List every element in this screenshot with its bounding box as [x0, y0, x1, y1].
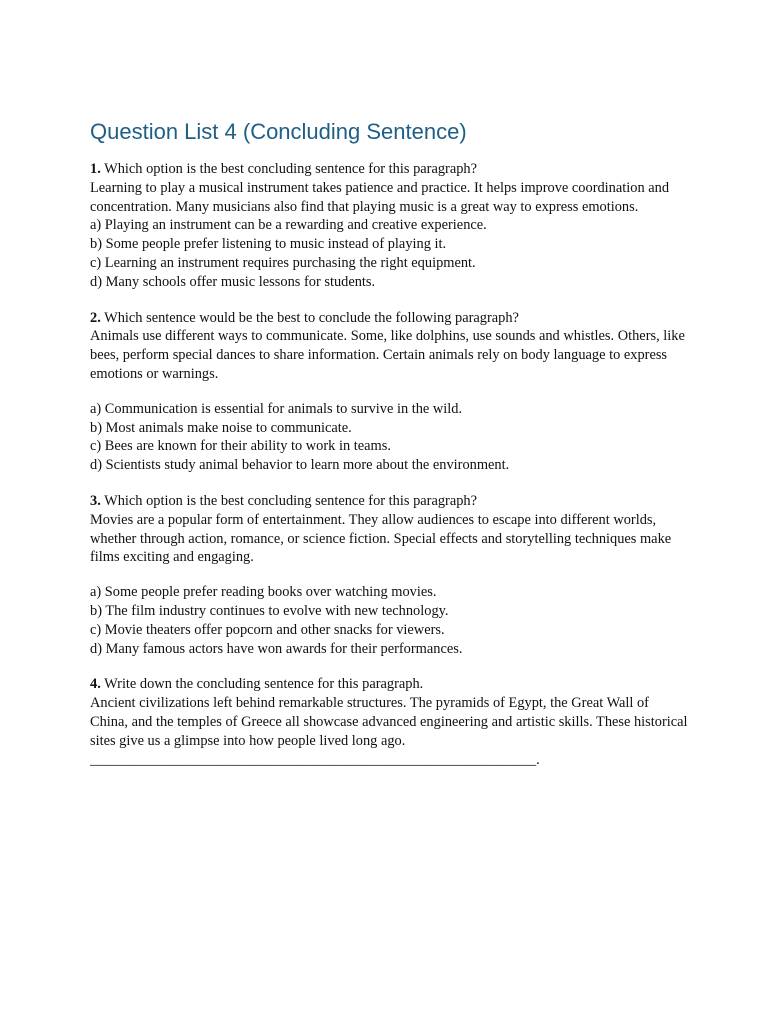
option-b: b) Some people prefer listening to music instead of playing it. [90, 236, 447, 253]
question-prompt [90, 309, 690, 328]
options-list [90, 583, 690, 658]
option-c: c) Movie theaters offer popcorn and other snacks for viewers. [90, 621, 445, 638]
question-number: 1. [90, 161, 101, 177]
question-text: Which option is the best concluding sentence for this paragraph? [104, 492, 477, 509]
question-2 [90, 309, 690, 475]
document-page [90, 118, 690, 769]
question-number: 3. [90, 492, 101, 509]
page-title: Question List 4 (Concluding Sentence) [90, 119, 467, 144]
question-paragraph: Movies are a popular form of entertainment. They allow audiences to escape into different worlds, whether through action, romance, or science fiction. Special effects and storytelling techniques make films exciting and engaging. [90, 511, 672, 566]
question-3 [90, 492, 690, 658]
spacer [90, 567, 690, 583]
option-a: a) Communication is essential for animals to survive in the wild. [90, 400, 463, 417]
question-text: Which sentence would be the best to conclude the following paragraph? [104, 309, 519, 326]
question-number: 2. [90, 309, 101, 326]
option-c: c) Bees are known for their ability to work in teams. [90, 438, 391, 455]
question-4 [90, 675, 690, 769]
options-list [90, 216, 690, 291]
option-b: b) Most animals make noise to communicate. [90, 419, 352, 436]
option-d: d) Many famous actors have won awards for their performances. [90, 640, 463, 657]
question-paragraph: Ancient civilizations left behind remarkable structures. The pyramids of Egypt, the Great Wall of China, and the temples of Greece all showcase advanced engineering and artistic skills. These historical sites give us a glimpse into how people lived long ago. [90, 695, 688, 749]
question-prompt [90, 492, 690, 511]
question-1 [90, 160, 690, 292]
options-list [90, 400, 690, 475]
option-a: a) Some people prefer reading books over watching movies. [90, 584, 437, 601]
question-text: Which option is the best concluding sentence for this paragraph? [104, 161, 477, 177]
question-paragraph: Learning to play a musical instrument takes patience and practice. It helps improve coordination and concentration. Many musicians also find that playing music is a great way to express emotions. [90, 179, 670, 215]
spacer [90, 475, 690, 492]
option-d: d) Scientists study animal behavior to learn more about the environment. [90, 457, 510, 474]
option-a: a) Playing an instrument can be a rewarding and creative experience. [90, 217, 487, 234]
spacer [90, 658, 690, 675]
option-b: b) The film industry continues to evolve with new technology. [90, 602, 449, 619]
question-prompt [90, 160, 690, 179]
question-text: Write down the concluding sentence for this paragraph. [104, 676, 424, 693]
question-number: 4. [90, 676, 101, 693]
spacer [90, 384, 690, 400]
question-prompt [90, 675, 690, 694]
answer-blank-line[interactable]: ______________________________________________________________. [90, 751, 540, 768]
option-d: d) Many schools offer music lessons for students. [90, 273, 376, 290]
option-c: c) Learning an instrument requires purchasing the right equipment. [90, 254, 476, 271]
question-paragraph: Animals use different ways to communicate. Some, like dolphins, use sounds and whistles. Others, like bees, perform special dances to share information. Certain animals rely on body language to express emotions or warnings. [90, 328, 685, 382]
spacer [90, 292, 690, 309]
